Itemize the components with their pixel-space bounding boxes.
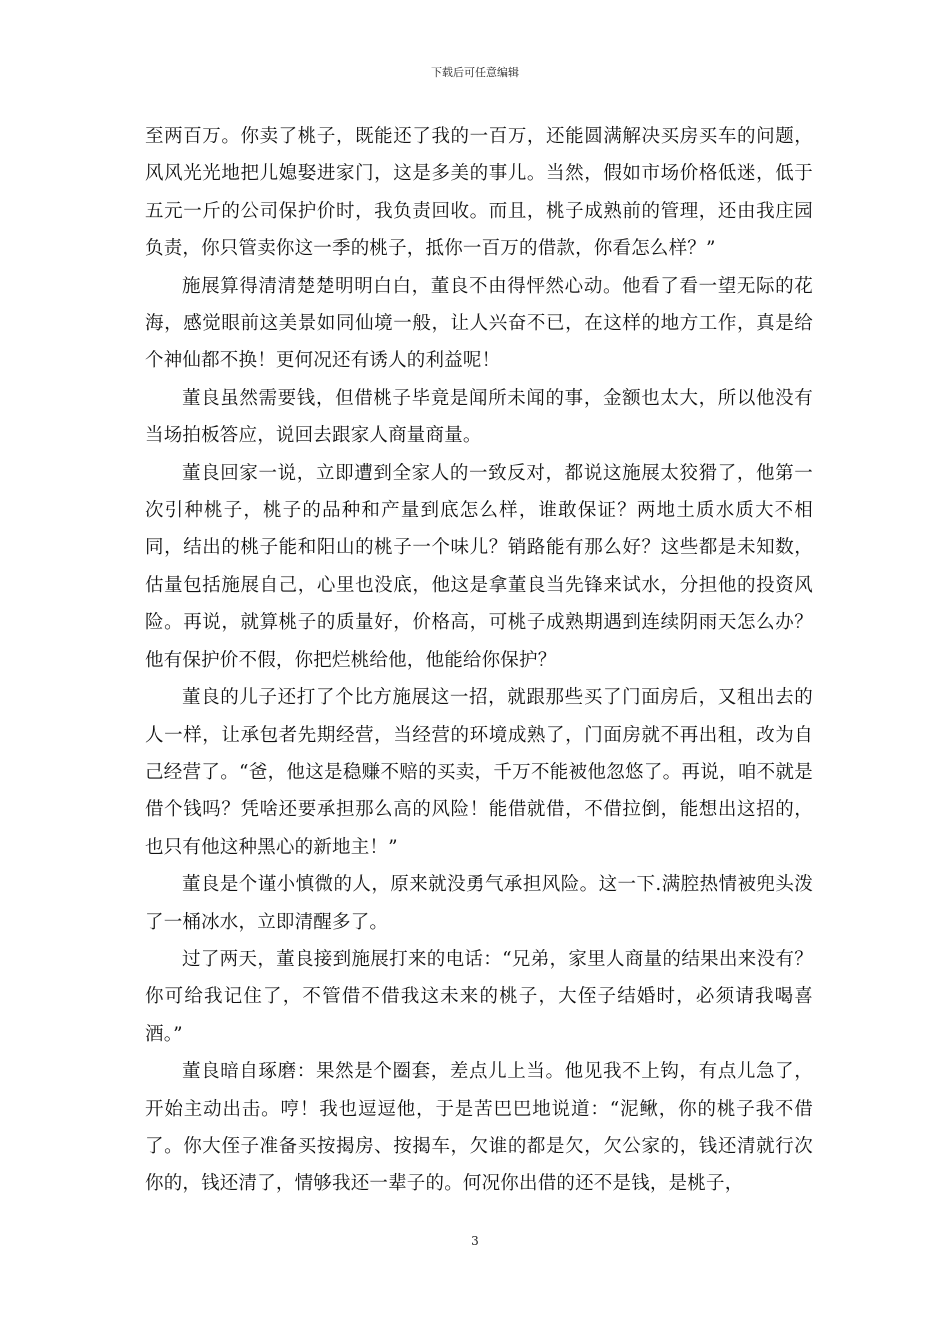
paragraph: 施展算得清清楚楚明明白白，董良不由得怦然心动。他看了看一望无际的花海，感觉眼前这美景如同仙境一般，让人兴奋不已，在这样的地方工作，真是给个神仙都不换！更何况还有诱人的利益呢！ — [145, 275, 813, 372]
paragraph: 董良回家一说，立即遭到全家人的一致反对，都说这施展太狡猾了，他第一次引种桃子，桃子的品种和产量到底怎么样，谁敢保证？两地土质水质大不相同，结出的桃子能和阳山的桃子一个味儿？销路能有那么好？这些都是未知数，估量包括施展自己，心里也没底，他这是拿董良当先锋来试水，分担他的投资风险。再说，就算桃子的质量好，价格高，可桃子成熟期遇到连续阴雨天怎么办？他有保护价不假，你把烂桃给他，他能给你保护？ — [145, 462, 813, 671]
page-header: 下载后可任意编辑 — [431, 66, 519, 79]
paragraph: 董良的儿子还打了个比方施展这一招，就跟那些买了门面房后，又租出去的人一样，让承包者先期经营，当经营的环境成熟了，门面房就不再出租，改为自己经营了。“爸，他这是稳赚不赔的买卖，千万不能被他忽悠了。再说，咱不就是借个钱吗？凭啥还要承担那么高的风险！能借就借，不借拉倒，能想出这招的，也只有他这种黑心的新地主！” — [145, 687, 813, 858]
paragraph: 过了两天，董良接到施展打来的电话：“兄弟，家里人商量的结果出来没有？你可给我记住了，不管借不借我这未来的桃子，大侄子结婚时，必须请我喝喜酒。” — [145, 948, 813, 1045]
paragraph: 董良暗自琢磨：果然是个圈套，差点儿上当。他见我不上钩，有点儿急了，开始主动出击。哼！我也逗逗他，于是苦巴巴地说道：“泥鳅，你的桃子我不借了。你大侄子准备买按揭房、按揭车，欠谁的都是欠，欠公家的，钱还清就行次你的，钱还清了，情够我还一辈子的。何况你出借的还不是钱，是桃子， — [145, 1061, 813, 1195]
paragraph: 至两百万。你卖了桃子，既能还了我的一百万，还能圆满解决买房买车的问题，风风光光地把儿媳娶进家门，这是多美的事儿。当然，假如市场价格低迷，低于五元一斤的公司保护价时，我负责回收。而且，桃子成熟前的管理，还由我庄园负责，你只管卖你这一季的桃子，抵你一百万的借款，你看怎么样？” — [145, 126, 813, 260]
page-number: 3 — [471, 1234, 479, 1248]
document-body — [145, 118, 813, 1203]
paragraph: 董良虽然需要钱，但借桃子毕竟是闻所未闻的事，金额也太大，所以他没有当场拍板答应，说回去跟家人商量商量。 — [145, 387, 813, 447]
paragraph: 董良是个谨小慎微的人，原来就没勇气承担风险。这一下.满腔热情被兜头泼了一桶冰水，立即清醒多了。 — [145, 874, 813, 933]
